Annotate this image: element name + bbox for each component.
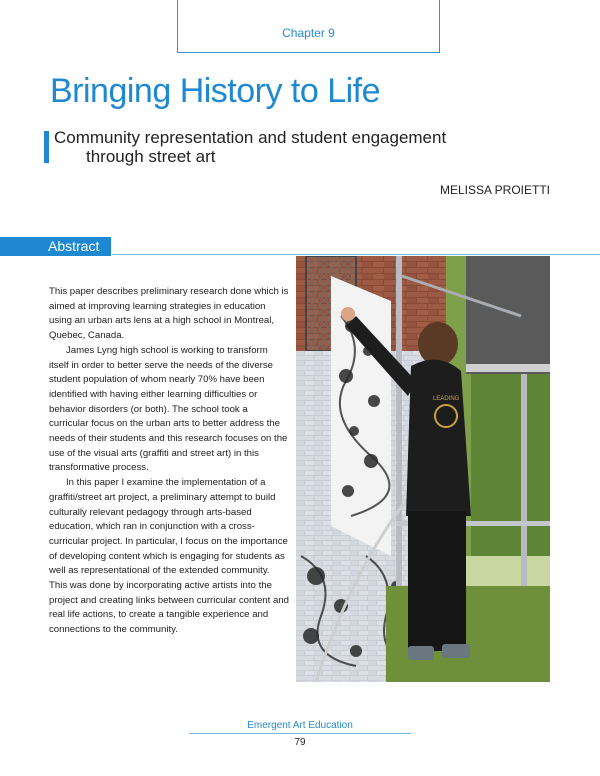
abstract-paragraph-2: James Lyng high school is working to transform itself in order to better serve the needs of the diverse student population of whom nearly 70% have been identified with having either learning difficulties or behavior disorders (or both). The school took a curricular focus on the urban arts to better address the needs of their students and this research focuses on the use of the visual arts (graffiti and street art) in this transformative process. (49, 344, 288, 474)
student-painting-mural-photo (296, 256, 550, 682)
shirt-text: LEADING (433, 396, 460, 402)
article-title: Bringing History to Life (50, 72, 381, 110)
footer-rule (189, 733, 411, 734)
page-number: 79 (294, 737, 306, 748)
subtitle-line-1: Community representation and student engagement (54, 128, 447, 147)
abstract-rule (112, 254, 600, 255)
abstract-paragraph-3: In this paper I examine the implementation of a graffiti/street art project, a preliminary attempt to build culturally relevant pedagogy through arts-based education, which ran in conjunction with a cross-curricular project. In particular, I focus on the importance of developing content which is engaging for students as well as representational of the extended community. This was done by incorporating active artists into the project and creating links between curricular content and real life actions, to create a tangible experience and connections to the community. (49, 477, 289, 636)
footer-journal-title: Emergent Art Education (247, 720, 353, 731)
abstract-heading: Abstract (0, 237, 111, 256)
subtitle-line-2: through street art (86, 147, 216, 166)
subtitle-accent-bar (44, 131, 49, 163)
author-name: MELISSA PROIETTI (439, 183, 550, 197)
chapter-header-box (177, 0, 440, 53)
photo-illustration (296, 256, 550, 682)
abstract-body (49, 285, 289, 638)
abstract-paragraph-1: This paper describes preliminary research done which is aimed at improving learning strategies in education using an urban arts lens at a high school in Montreal, Quebec, Canada. (49, 286, 289, 342)
article-subtitle (54, 128, 446, 166)
chapter-label: Chapter 9 (282, 26, 335, 40)
